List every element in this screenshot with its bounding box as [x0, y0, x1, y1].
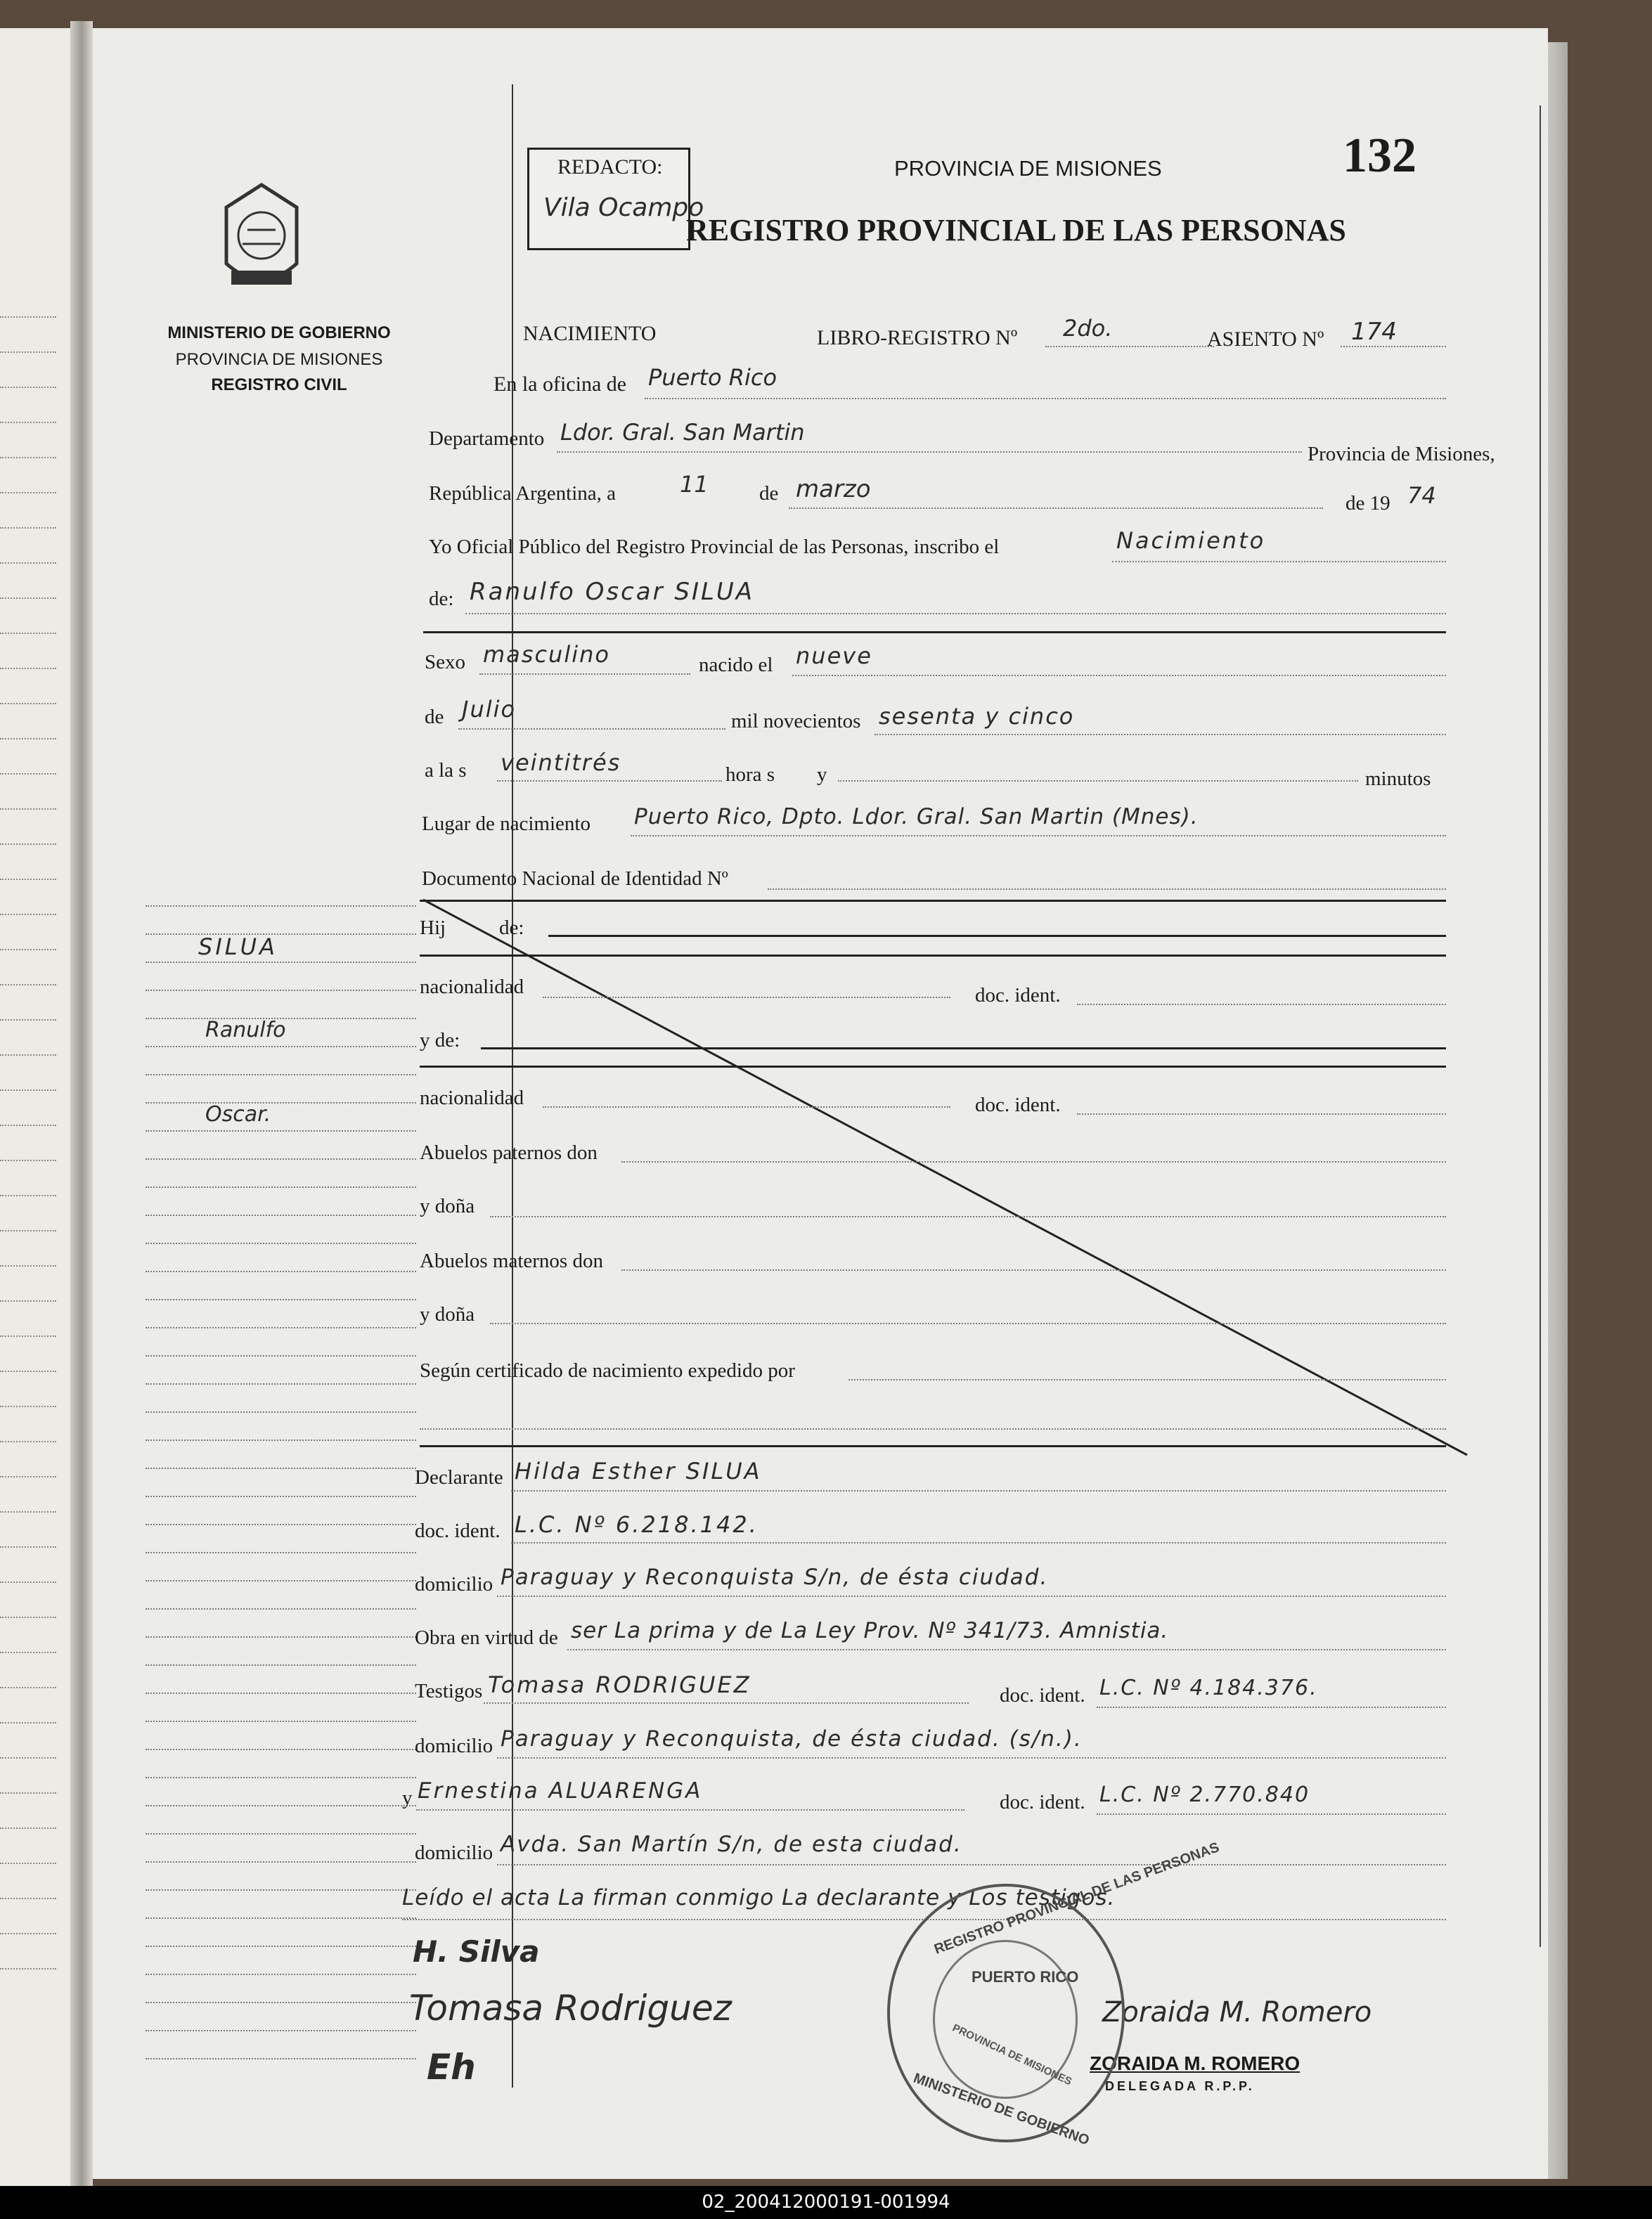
nacido-label: nacido el — [699, 654, 773, 676]
y-dona-label-1: y doña — [420, 1195, 475, 1217]
doc-ident-label-decl: doc. ident. — [415, 1520, 501, 1542]
closing-text: Leído el acta La firman conmigo La declarante y Los testigos. — [402, 1885, 1116, 1910]
testigo1-doc-value: L.C. Nº 4.184.376. — [1099, 1676, 1318, 1700]
ministry-name: MINISTERIO DE GOBIERNO — [167, 323, 391, 342]
register-page — [93, 28, 1548, 2179]
asiento-value: 174 — [1351, 318, 1397, 346]
sidebar-rule — [146, 1046, 416, 1047]
sidebar-rule — [146, 1861, 416, 1863]
redacto-label: REDACTO: — [557, 155, 663, 179]
margin-surname: SILUA — [198, 933, 278, 960]
left-page-edge — [0, 28, 77, 2186]
official-name: ZORAIDA M. ROMERO — [1090, 2052, 1301, 2074]
page-number: 132 — [1343, 129, 1417, 183]
sidebar-rule — [146, 2002, 416, 2003]
libro-label: LIBRO-REGISTRO Nº — [817, 326, 1018, 349]
sidebar-rule — [146, 1524, 416, 1525]
sidebar-rule — [146, 1777, 416, 1778]
sidebar-rule — [146, 1946, 416, 1947]
sidebar-rule — [146, 1186, 416, 1188]
de-label: de — [759, 482, 779, 505]
day-value: 11 — [680, 471, 709, 498]
redacto-signature: Vila Ocampo — [543, 193, 704, 222]
sidebar-rule — [146, 990, 416, 991]
sidebar-rule — [146, 933, 416, 935]
republic-label: República Argentina, a — [429, 482, 617, 505]
sexo-label: Sexo — [425, 651, 465, 673]
hij-label: Hij — [420, 917, 446, 939]
sidebar-rule — [146, 1074, 416, 1075]
year-value: 74 — [1407, 482, 1436, 509]
hij-de-label: de: — [499, 917, 524, 939]
alas-label: a la s — [425, 759, 467, 782]
sidebar-rule — [146, 1552, 416, 1553]
sidebar-rule — [146, 1411, 416, 1413]
sidebar-rule — [146, 962, 416, 963]
doc-ident-label-2: doc. ident. — [975, 1094, 1061, 1116]
sidebar-rule — [146, 1215, 416, 1216]
month-value: marzo — [796, 475, 871, 503]
dni-label: Documento Nacional de Identidad Nº — [422, 867, 728, 890]
stamp-center: PUERTO RICO — [972, 1968, 1079, 1986]
abuelos-paternos-label: Abuelos paternos don — [420, 1141, 598, 1164]
de2-label: de — [425, 706, 444, 728]
declarante-value: Hilda Esther SILUA — [515, 1458, 762, 1484]
sidebar-rule — [146, 2058, 416, 2059]
stamp-ring-top: REGISTRO PROVINCIAL DE LAS PERSONAS — [932, 1839, 1222, 1958]
ministry-province: PROVINCIA DE MISIONES — [175, 350, 383, 369]
hour-value: veintitrés — [501, 749, 621, 776]
sidebar-rule — [146, 2030, 416, 2031]
office-label: En la oficina de — [493, 373, 627, 396]
registry-title: REGISTRO PROVINCIAL DE LAS PERSONAS — [686, 213, 1346, 247]
sidebar-rule — [146, 1889, 416, 1891]
abuelos-maternos-label: Abuelos maternos don — [420, 1250, 603, 1272]
ministry-registry: REGISTRO CIVIL — [211, 375, 347, 394]
provincial-seal-icon — [216, 179, 307, 299]
libro-value: 2do. — [1063, 315, 1113, 342]
sidebar-rule — [146, 1608, 416, 1610]
redacto-box — [527, 148, 704, 250]
asiento-label: ASIENTO Nº — [1207, 328, 1324, 351]
y-label: y — [817, 763, 827, 786]
segun-label: Según certificado de nacimiento expedido por — [420, 1359, 795, 1382]
sidebar-rule — [146, 1158, 416, 1160]
year-label: de 19 — [1346, 492, 1390, 515]
sidebar-rule — [146, 1833, 416, 1835]
stamp-ring-bottom: MINISTERIO DE GOBIERNO — [911, 2070, 1092, 2149]
year-birth-value: sesenta y cinco — [879, 703, 1075, 730]
province-heading: PROVINCIA DE MISIONES — [894, 156, 1162, 181]
nacionalidad-label-1: nacionalidad — [420, 976, 524, 998]
domicilio-label-decl: domicilio — [415, 1573, 493, 1596]
sidebar-rule — [146, 1440, 416, 1441]
declarante-label: Declarante — [415, 1466, 503, 1489]
testigo2-prefix: y — [402, 1787, 413, 1809]
testigo1-dom-value: Paraguay y Reconquista, de ésta ciudad. (s/n.). — [501, 1726, 1083, 1752]
signature-declarant: H. Silva — [413, 1934, 540, 1969]
stamp-province: PROVINCIA DE MISIONES — [950, 2021, 1074, 2088]
sidebar-rule — [146, 1299, 416, 1300]
signature-official: Zoraida M. Romero — [1102, 1996, 1372, 2029]
doc-ident-label-1: doc. ident. — [975, 984, 1061, 1007]
sidebar-rule — [146, 1102, 416, 1104]
de-name-label: de: — [429, 588, 454, 610]
department-value: Ldor. Gral. San Martin — [560, 419, 805, 446]
book-gutter — [70, 21, 93, 2186]
mil-label: mil novecientos — [731, 710, 861, 732]
nacido-value: nueve — [796, 642, 872, 669]
obra-label: Obra en virtud de — [415, 1626, 558, 1649]
margin-second-name: Oscar. — [205, 1102, 271, 1127]
image-caption: 02_200412000191-001994 — [0, 2186, 1652, 2219]
testigo2-doc-value: L.C. Nº 2.770.840 — [1099, 1783, 1310, 1807]
sidebar-rule — [146, 905, 416, 907]
minutos-label: minutos — [1365, 768, 1431, 790]
sidebar-rule — [146, 1693, 416, 1694]
doc-ident-decl-value: L.C. Nº 6.218.142. — [515, 1511, 759, 1538]
domicilio-decl-value: Paraguay y Reconquista S/n, de ésta ciudad. — [501, 1565, 1049, 1590]
lugar-value: Puerto Rico, Dpto. Ldor. Gral. San Martin (Mnes). — [634, 804, 1199, 829]
sidebar-rule — [146, 1974, 416, 1975]
office-value: Puerto Rico — [648, 364, 777, 391]
doc-ident-label-t1: doc. ident. — [1000, 1684, 1085, 1707]
sidebar-rule — [146, 1243, 416, 1244]
sidebar-rule — [146, 1636, 416, 1638]
domicilio-label-t1: domicilio — [415, 1735, 493, 1757]
sexo-value: masculino — [483, 641, 610, 668]
official-value: Nacimiento — [1116, 527, 1266, 554]
horas-label: hora s — [725, 763, 775, 786]
testigos-label: Testigos — [415, 1680, 483, 1702]
sidebar-rule — [146, 1805, 416, 1806]
province-suffix: Provincia de Misiones, — [1308, 443, 1495, 465]
sidebar-rule — [146, 1749, 416, 1750]
official-text: Yo Oficial Público del Registro Provincial de las Personas, inscribo el — [429, 536, 1000, 558]
domicilio-label-t2: domicilio — [415, 1842, 493, 1864]
testigo2-dom-value: Avda. San Martín S/n, de esta ciudad. — [501, 1832, 962, 1857]
sidebar-rule — [146, 1327, 416, 1328]
official-title: DELEGADA R.P.P. — [1105, 2079, 1255, 2093]
testigo1-value: Tomasa RODRIGUEZ — [488, 1671, 751, 1698]
y-dona-label-2: y doña — [420, 1303, 475, 1326]
sidebar-rule — [146, 1664, 416, 1666]
sidebar-rule — [146, 1496, 416, 1497]
record-type: NACIMIENTO — [523, 322, 657, 345]
department-label: Departamento — [429, 427, 545, 450]
sidebar-rule — [146, 1271, 416, 1272]
name-value: Ranulfo Oscar SILUA — [470, 578, 755, 606]
sidebar-rule — [146, 1721, 416, 1722]
month-birth-value: Julio — [462, 696, 517, 723]
y-de-label: y de: — [420, 1029, 460, 1052]
sidebar-rule — [146, 1580, 416, 1581]
sidebar-rule — [146, 1468, 416, 1469]
obra-value: ser La prima y de La Ley Prov. Nº 341/73. Amnistia. — [571, 1618, 1169, 1643]
signature-witness-1: Tomasa Rodriguez — [409, 1988, 732, 2029]
sidebar-rule — [146, 1383, 416, 1385]
sidebar-rule — [146, 1130, 416, 1132]
signature-witness-2: Eh — [427, 2047, 476, 2088]
sidebar-rule — [146, 1355, 416, 1357]
testigo2-value: Ernestina ALUARENGA — [418, 1778, 703, 1804]
margin-first-name: Ranulfo — [205, 1018, 286, 1042]
nacionalidad-label-2: nacionalidad — [420, 1087, 524, 1109]
lugar-label: Lugar de nacimiento — [422, 813, 591, 835]
doc-ident-label-t2: doc. ident. — [1000, 1791, 1085, 1813]
sidebar-rule — [146, 1917, 416, 1919]
